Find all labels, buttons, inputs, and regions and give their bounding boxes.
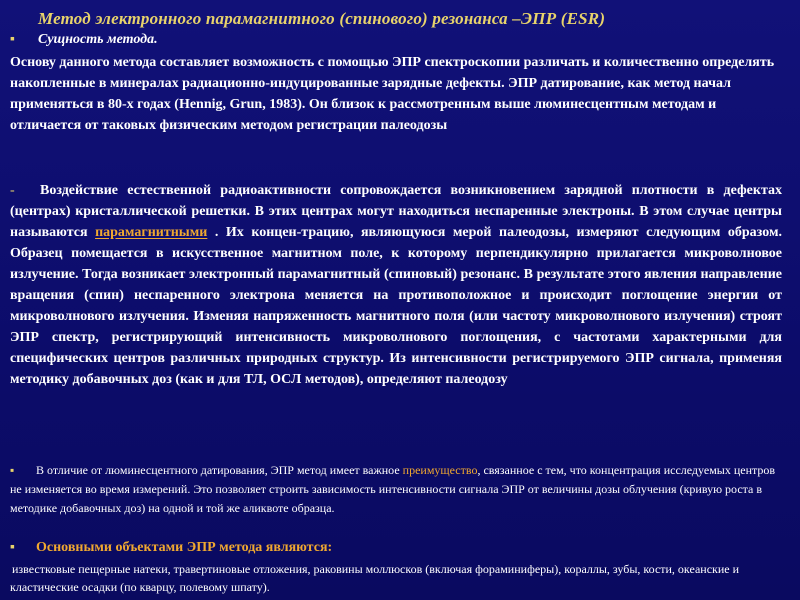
objects-heading	[10, 540, 785, 556]
highlight-advantage: преимущество	[402, 463, 478, 477]
bullet-icon: ▪	[10, 32, 15, 47]
highlight-paramagnetic: парамагнитными	[95, 225, 208, 240]
paragraph-advantage-start: В отличие от люминесцентного датирования, ЭПР метод имеет важное	[36, 463, 403, 477]
paragraph-radioactivity-end: . Их концен-трацию, являющуюся мерой палеодозы, измеряют следующим образом. Образец помещается в искусственное магнитном поле, к которому перпендикулярно прилагается микроволновое излучение. Тогда возникает электронный парамагнитный (спиновый) резонанс. В результате этого явления направление вращения (спин) неспаренного электрона меняется на противоположное и происходит поглощение энергии от микроволнового излучения. Изменяя напряженность магнитного поля (или частоту микроволнового излучения) строят ЭПР спектр, регистрирующий интенсивность микроволнового поглощения, с частотами характерными для специфических центров различных природных структур. Из интенсивности регистрируемого ЭПР сигнала, применяя методику добавочных доз (как и для ТЛ, ОСЛ методов), определяют палеодозу	[10, 225, 782, 387]
subheading-text: Сущность метода.	[38, 32, 158, 47]
paragraph-essence: Основу данного метода составляет возможность с помощью ЭПР спектроскопии различать и количественно определять накопленные в минералах радиационно-индуцированные зарядные дефекты. ЭПР датирование, как метод начал применяться в 80-х годах (Hennig, Grun, 1983). Он близок к рассмотренным выше люминесцентным методам и отличается от таковых физическим методом регистрации палеодозы	[10, 55, 775, 133]
paragraph-advantage	[10, 461, 785, 518]
objects-list: известковые пещерные натеки, травертиновые отложения, раковины моллюсков (включая фораминиферы), кораллы, зубы, кости, океанские и кластические осадки (по кварцу, полевому шпату).	[10, 562, 740, 594]
bullet-icon: ▪	[10, 463, 15, 477]
dash-icon: -	[10, 183, 15, 198]
bullet-icon: ▪	[10, 540, 15, 555]
paragraph-radioactivity	[10, 180, 782, 390]
objects-heading-text: Основными объектами ЭПР метода являются:	[36, 540, 333, 555]
paragraph-advantage-end: , связанное с тем, что концентрация исследуемых центров не изменяется во время измерений. Это позволяет строить зависимость интенсивности сигнала ЭПР от величины дозы облучения (кривую роста в методике добавочных доз) на одной и той же аликвоте образца.	[10, 463, 776, 515]
subheading	[10, 32, 158, 48]
slide-title: Метод электронного парамагнитного (спинового) резонанса –ЭПР (ESR)	[38, 9, 606, 28]
paragraph-radioactivity-start: Воздействие естественной радиоактивности сопровождается возникновением зарядной плотности в дефектах (центрах) кристаллической решетки. В этих центрах могут находиться неспаренные электроны. В этом случае центры называются	[10, 183, 782, 240]
